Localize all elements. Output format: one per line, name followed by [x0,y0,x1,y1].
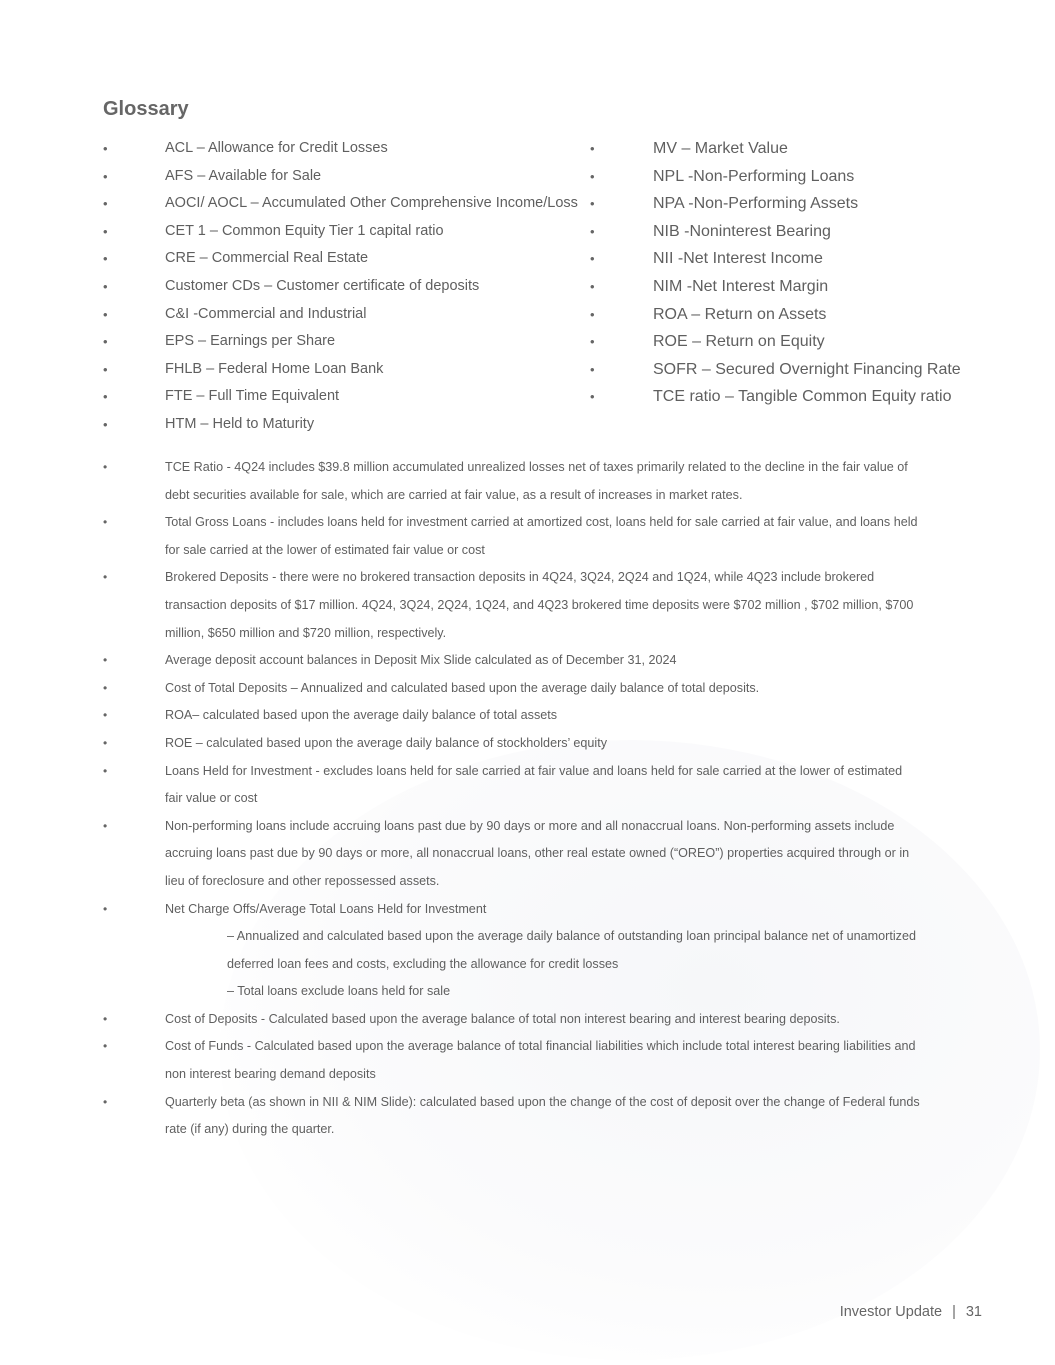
abbreviation-text: SOFR – Secured Overnight Financing Rate [653,360,961,378]
abbreviation-text: AOCI/ AOCL – Accumulated Other Comprehensive Income/Loss [165,195,578,212]
bullet-icon: • [590,306,595,322]
bullet-icon: • [103,708,108,723]
bullet-icon: • [103,460,108,474]
note-line: ROA– calculated based upon the average daily balance of total assets [165,708,558,723]
note-item [103,564,953,647]
page-title: Glossary [103,98,189,120]
bullet-icon: • [103,570,108,585]
bullet-icon: • [590,251,595,267]
abbreviation-text: NPL -Non-Performing Loans [653,167,855,185]
note-line: TCE Ratio - 4Q24 includes $39.8 million accumulated unrealized losses net of taxes primarily related to the decline in the fair value of [165,460,908,474]
note-item [103,647,953,675]
bullet-icon: • [103,763,108,778]
note-line: fair value or cost [165,791,258,806]
bullet-icon: • [103,1011,108,1026]
abbreviation-text: CET 1 – Common Equity Tier 1 capital ratio [165,222,444,239]
footer-separator: | [952,1304,956,1320]
note-line: for sale carried at the lower of estimated fair value or cost [165,542,485,557]
note-line: Average deposit account balances in Deposit Mix Slide calculated as of December 31, 2024 [165,653,677,668]
bullet-icon: • [103,196,108,212]
note-line: non interest bearing demand deposits [165,1067,376,1082]
bullet-icon: • [590,168,595,184]
bullet-icon: • [103,361,108,377]
note-line: Cost of Total Deposits – Annualized and calculated based upon the average daily balance of total deposits. [165,680,760,695]
bullet-icon: • [103,1094,108,1109]
bullet-icon: • [103,251,108,267]
abbreviation-text: TCE ratio – Tangible Common Equity ratio [653,388,952,406]
note-item [103,730,953,758]
bullet-icon: • [103,818,108,833]
abbreviation-text: ROE – Return on Equity [653,333,825,351]
bullet-icon: • [103,389,108,405]
bullet-icon: • [590,361,595,377]
note-item [103,1089,953,1144]
definition-notes [103,454,953,1144]
note-subline: deferred loan fees and costs, excluding the allowance for credit losses [227,956,619,971]
bullet-icon: • [103,223,108,239]
bullet-icon: • [103,306,108,322]
page-number: 31 [965,1304,982,1320]
note-line: ROE – calculated based upon the average daily balance of stockholders’ equity [165,735,607,750]
note-line: Net Charge Offs/Average Total Loans Held for Investment [165,901,487,916]
note-item [103,1033,953,1088]
note-line: rate (if any) during the quarter. [165,1122,335,1137]
note-line: Total Gross Loans - includes loans held for investment carried at amortized cost, loans held for sale carried at fair value, and loans held [165,515,918,530]
bullet-icon: • [103,653,108,668]
note-line: Loans Held for Investment - excludes loans held for sale carried at fair value and loans held for sale carried at the lower of estimated [165,763,903,778]
bullet-icon: • [103,168,108,184]
abbreviation-text: NII -Net Interest Income [653,250,823,268]
note-item [103,675,953,703]
note-item [103,509,953,564]
bullet-icon: • [103,515,108,530]
bullet-icon: • [590,278,595,294]
note-item [103,758,953,813]
note-item [103,896,953,1006]
abbreviation-text: NIM -Net Interest Margin [653,277,829,295]
bullet-icon: • [103,901,108,916]
abbreviation-text: EPS – Earnings per Share [165,333,336,350]
bullet-icon: • [590,196,595,212]
note-item [103,1006,953,1034]
note-item [103,813,953,896]
note-line: accruing loans past due by 90 days or more, all nonaccrual loans, other real estate owned (“OREO”) properties acquired through or in [165,846,910,861]
abbreviation-text: FHLB – Federal Home Loan Bank [165,360,384,377]
bullet-icon: • [103,141,108,156]
note-item [103,454,953,509]
bullet-icon: • [590,334,595,350]
bullet-icon: • [103,735,108,750]
abbreviation-text: MV – Market Value [653,140,788,157]
note-subline: – Annualized and calculated based upon the average daily balance of outstanding loan principal balance net of unamortized [227,929,916,944]
note-line: Quarterly beta (as shown in NII & NIM Slide): calculated based upon the change of the cost of deposit over the change of Federal funds [165,1094,920,1109]
note-line: lieu of foreclosure and other repossessed assets. [165,873,440,888]
abbreviation-text: HTM – Held to Maturity [165,415,315,432]
note-line: Cost of Funds - Calculated based upon the average balance of total financial liabilities which include total interest bearing liabilities and [165,1039,916,1054]
footer [840,1304,982,1320]
abbreviation-text: ACL – Allowance for Credit Losses [165,140,388,156]
abbreviation-text: CRE – Commercial Real Estate [165,250,369,267]
bullet-icon: • [103,334,108,350]
abbreviation-text: FTE – Full Time Equivalent [165,388,340,405]
abbreviation-text: ROA – Return on Assets [653,305,827,323]
abbreviation-text: NPA -Non-Performing Assets [653,195,859,213]
note-line: million, $650 million and $720 million, respectively. [165,625,447,640]
bullet-icon: • [590,223,595,239]
abbreviation-text: NIB -Noninterest Bearing [653,222,831,240]
note-item [103,702,953,730]
note-line: transaction deposits of $17 million. 4Q24, 3Q24, 2Q24, 1Q24, and 4Q23 brokered time deposits were $702 million , $702 million, $700 [165,597,914,612]
bullet-icon: • [103,680,108,695]
abbreviation-text: AFS – Available for Sale [165,167,322,184]
abbreviation-text: C&I -Commercial and Industrial [165,305,367,322]
bullet-icon: • [103,278,108,294]
note-line: debt securities available for sale, which are carried at fair value, as a result of increases in market rates. [165,487,743,502]
footer-label: Investor Update [839,1304,943,1320]
note-subline: – Total loans exclude loans held for sale [227,984,451,999]
abbreviation-text: Customer CDs – Customer certificate of deposits [165,277,480,294]
note-line: Non-performing loans include accruing loans past due by 90 days or more and all nonaccrual loans. Non-performing assets include [165,818,895,833]
note-line: Brokered Deposits - there were no brokered transaction deposits in 4Q24, 3Q24, 2Q24 and 1Q24, while 4Q23 include brokered [165,570,875,585]
bullet-icon: • [590,389,595,405]
note-line: Cost of Deposits - Calculated based upon the average balance of total non interest bearing and interest bearing deposits. [165,1011,840,1026]
bullet-icon: • [103,1039,108,1054]
bullet-icon: • [103,416,108,432]
bullet-icon: • [590,141,595,156]
